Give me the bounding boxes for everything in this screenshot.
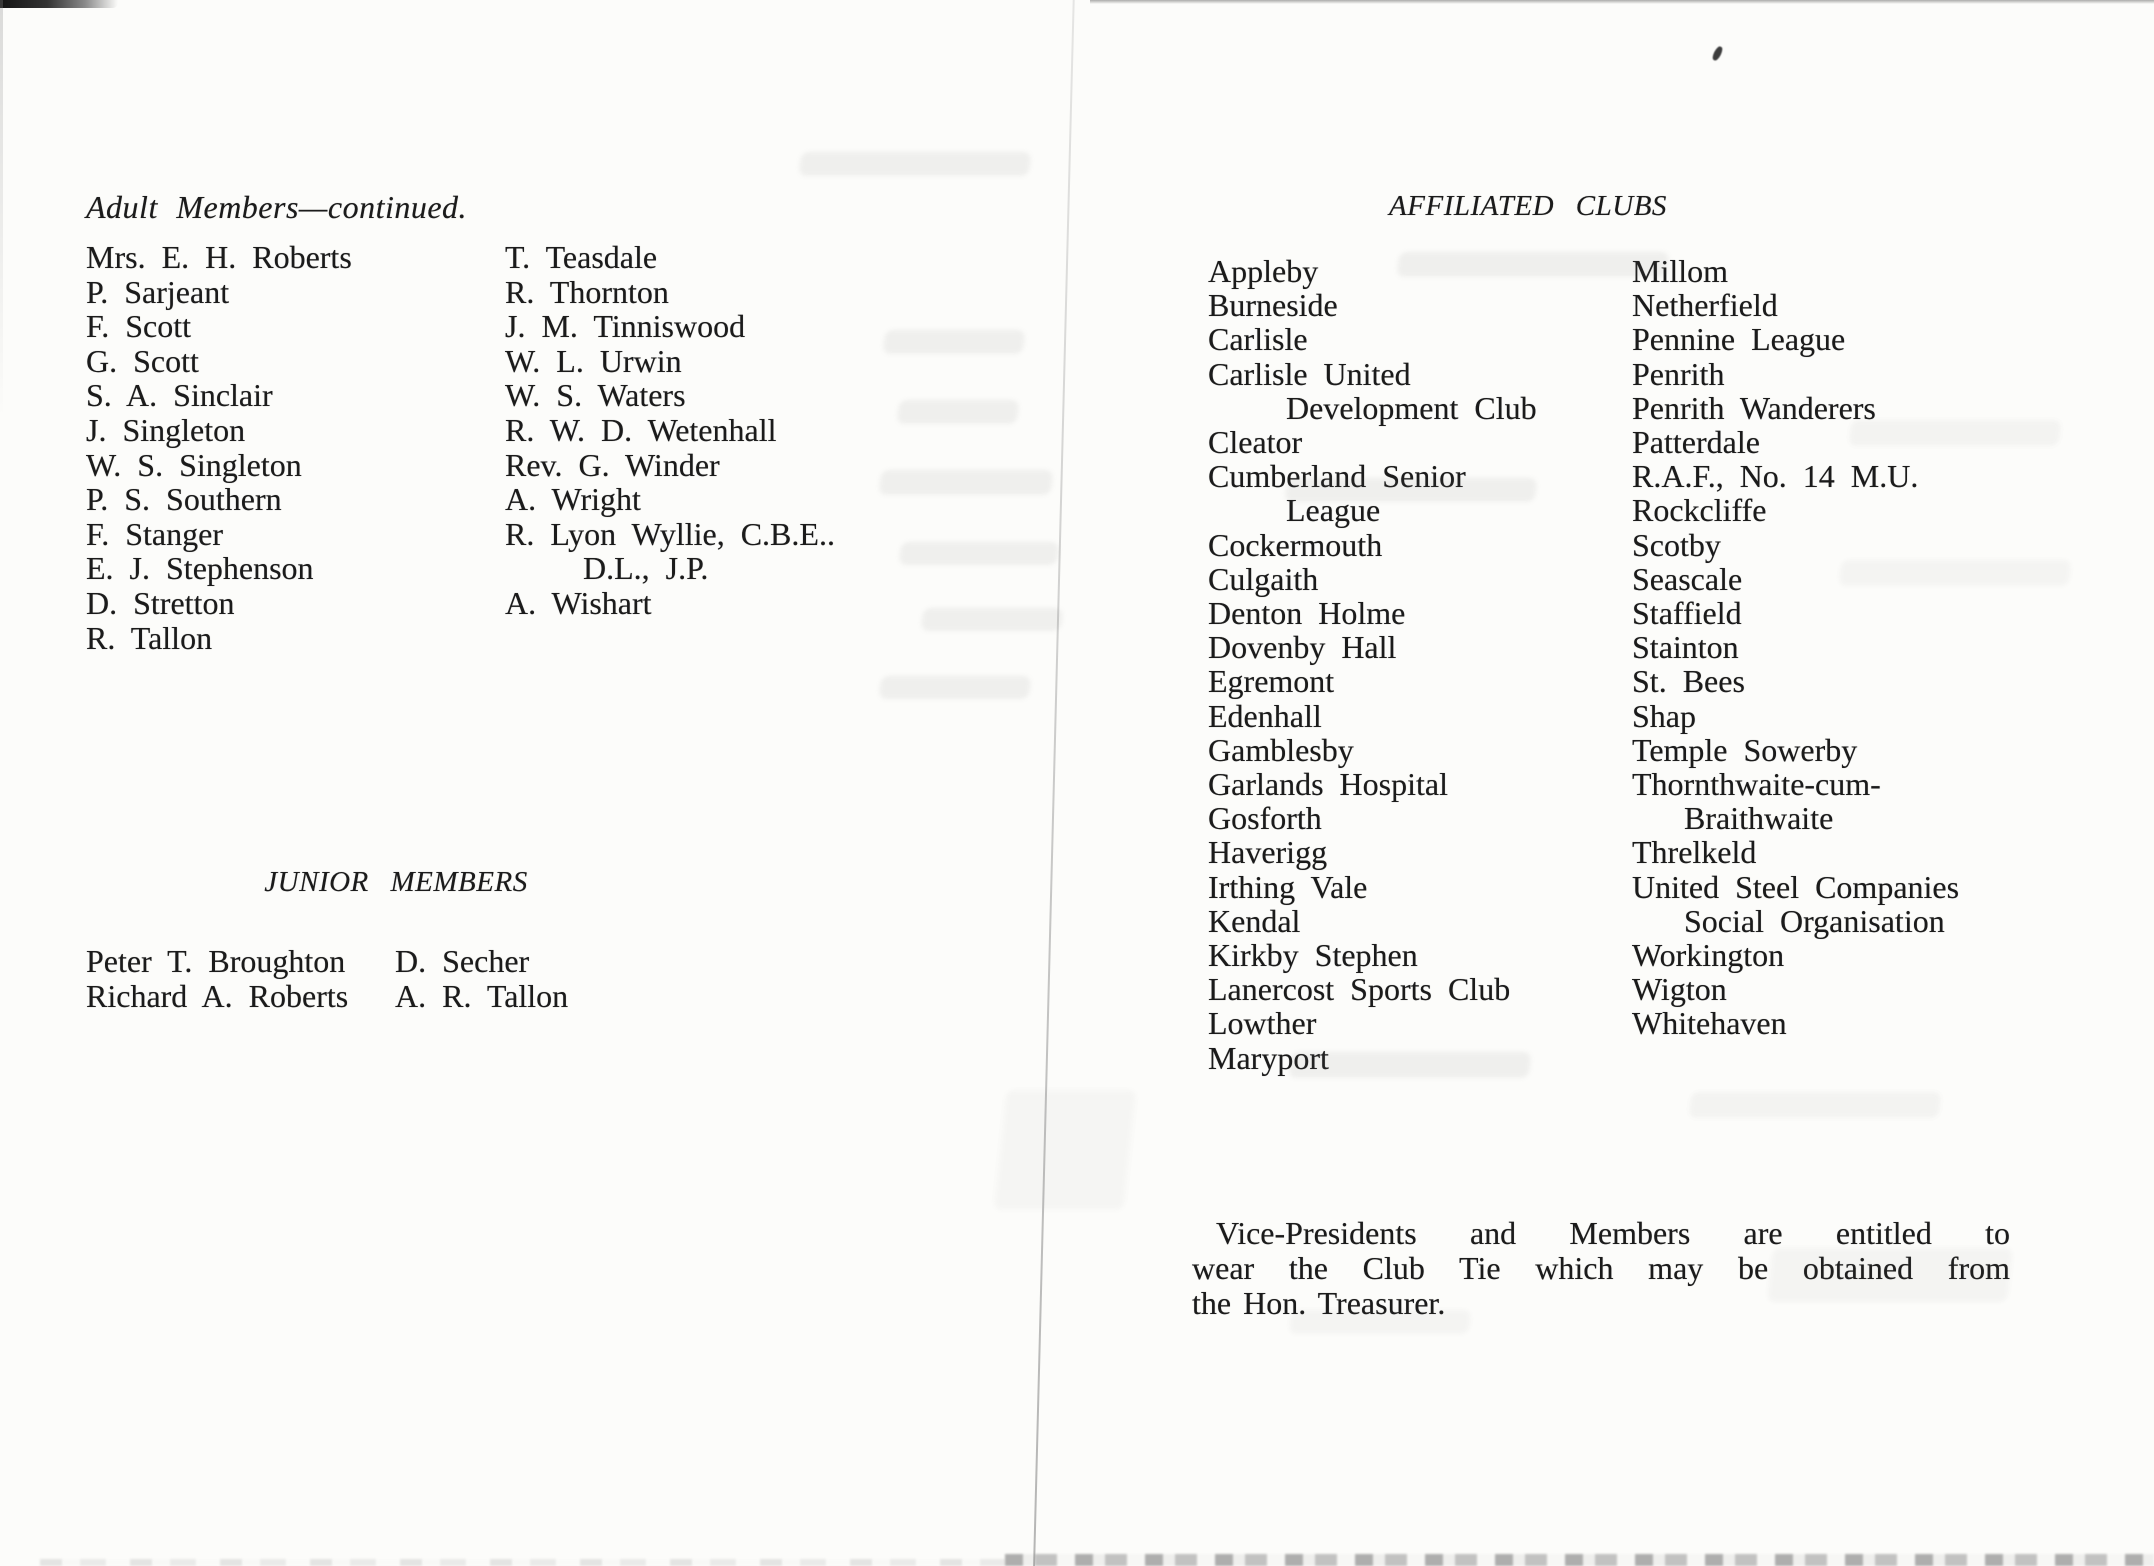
ghost-smudge: [1767, 1248, 2013, 1302]
ghost-smudge: [1289, 1052, 1532, 1078]
club-name: Scotby: [1632, 526, 1721, 563]
member-name: W. S. Singleton: [86, 446, 302, 483]
member-name: W. L. Urwin: [505, 342, 682, 379]
club-name: Gamblesby: [1208, 731, 1354, 768]
member-name: J. M. Tinniswood: [505, 308, 746, 345]
club-name: St. Bees: [1632, 663, 1745, 700]
member-name: G. Scott: [86, 342, 199, 379]
club-name: Appleby: [1208, 253, 1319, 289]
member-name: R. Tallon: [86, 619, 213, 656]
affiliated-clubs-heading: AFFILIATED CLUBS: [1389, 190, 1667, 222]
member-name: R. W. D. Wetenhall: [505, 411, 777, 448]
club-name: Millom: [1632, 253, 1729, 289]
member-name: F. Scott: [86, 308, 192, 345]
club-name: Shap: [1632, 697, 1696, 734]
scan-left-edge-shadow: [0, 0, 3, 420]
club-name: Seascale: [1632, 560, 1743, 597]
club-name: Braithwaite: [1684, 800, 1834, 837]
scan-top-edge-line: [1090, 0, 2154, 4]
ghost-smudge: [899, 542, 1059, 565]
member-name: S. A. Sinclair: [86, 377, 273, 414]
scan-bottom-edge-left: [40, 1559, 1005, 1566]
club-name: Staffield: [1632, 595, 1742, 632]
junior-members-heading: JUNIOR MEMBERS: [264, 866, 528, 898]
club-name: Cleator: [1208, 424, 1303, 461]
club-name: Netherfield: [1632, 287, 1778, 324]
member-name: W. S. Waters: [505, 377, 686, 414]
club-name: Culgaith: [1208, 560, 1319, 597]
ghost-smudge: [897, 400, 1020, 424]
member-name: D.L., J.P.: [583, 550, 709, 587]
club-name: Lanercost Sports Club: [1208, 971, 1511, 1008]
club-name: League: [1286, 492, 1381, 529]
club-name: Social Organisation: [1684, 902, 1945, 939]
club-name: Carlisle United: [1208, 355, 1411, 392]
ghost-smudge: [879, 676, 1031, 699]
club-name: Penrith: [1632, 355, 1725, 392]
member-name: J. Singleton: [86, 411, 246, 448]
club-name: Pennine League: [1632, 321, 1846, 358]
member-name: D. Secher: [395, 943, 530, 979]
member-name: Peter T. Broughton: [86, 943, 346, 979]
club-name: Wigton: [1632, 971, 1727, 1008]
member-name: Richard A. Roberts: [86, 978, 349, 1014]
club-name: Kendal: [1208, 902, 1301, 939]
member-name: R. Lyon Wyllie, C.B.E..: [505, 515, 835, 552]
ghost-smudge: [1689, 1092, 1942, 1118]
ghost-smudge: [1397, 252, 1670, 277]
note-line: wear the Club Tie which may be obtained from: [1192, 1250, 2010, 1286]
member-name: A. Wishart: [505, 584, 652, 621]
club-name: Denton Holme: [1208, 595, 1406, 632]
club-name: Whitehaven: [1632, 1005, 1787, 1042]
ghost-smudge: [1289, 1310, 1472, 1334]
scan-bottom-edge-right: [1005, 1554, 2154, 1566]
member-name: Rev. G. Winder: [505, 446, 720, 483]
club-name: Egremont: [1208, 663, 1335, 700]
member-name: A. Wright: [505, 481, 641, 518]
member-name: E. J. Stephenson: [86, 550, 314, 587]
club-name: Temple Sowerby: [1632, 731, 1858, 768]
ghost-smudge: [879, 470, 1054, 495]
club-name: Cumberland Senior: [1208, 458, 1466, 495]
member-name: T. Teasdale: [505, 239, 658, 275]
note-line: Vice-Presidents and Members are entitled to: [1216, 1215, 2010, 1251]
ghost-smudge: [994, 1090, 1137, 1210]
club-name: Gosforth: [1208, 800, 1322, 837]
club-name: Dovenby Hall: [1208, 629, 1397, 666]
club-name: Cockermouth: [1208, 526, 1383, 563]
club-name: Edenhall: [1208, 697, 1322, 734]
club-name: Threlkeld: [1632, 834, 1757, 871]
note-line: the Hon. Treasurer.: [1192, 1285, 1446, 1321]
member-name: R. Thornton: [505, 273, 669, 310]
ghost-smudge: [1849, 420, 2062, 446]
member-name: F. Stanger: [86, 515, 223, 552]
club-name: Kirkby Stephen: [1208, 937, 1418, 974]
club-name: Maryport: [1208, 1039, 1329, 1076]
member-name: P. S. Southern: [86, 481, 282, 518]
member-name: Mrs. E. H. Roberts: [86, 239, 352, 275]
club-name: Development Club: [1286, 389, 1537, 426]
club-name: Workington: [1632, 937, 1785, 974]
club-name: Stainton: [1632, 629, 1739, 666]
club-name: Penrith Wanderers: [1632, 389, 1876, 426]
ghost-smudge: [921, 608, 1063, 631]
club-name: R.A.F., No. 14 M.U.: [1632, 458, 1919, 495]
ghost-smudge: [1839, 560, 2072, 586]
ghost-smudge: [883, 330, 1026, 354]
club-name: Burneside: [1208, 287, 1338, 324]
member-name: D. Stretton: [86, 584, 235, 621]
ghost-smudge: [1285, 478, 1538, 502]
club-name: Patterdale: [1632, 424, 1760, 461]
club-name: Thornthwaite-cum-: [1632, 766, 1881, 803]
club-name: Lowther: [1208, 1005, 1317, 1042]
scan-corner-mark: [0, 0, 118, 8]
club-name: Haverigg: [1208, 834, 1328, 871]
club-name: Rockcliffe: [1632, 492, 1767, 529]
club-name: Irthing Vale: [1208, 868, 1368, 905]
member-name: A. R. Tallon: [395, 978, 569, 1014]
ghost-smudge: [799, 152, 1032, 176]
club-name: Carlisle: [1208, 321, 1308, 358]
member-name: P. Sarjeant: [86, 273, 230, 310]
adult-members-heading: Adult Members—continued.: [86, 189, 468, 225]
club-name: Garlands Hospital: [1208, 766, 1448, 803]
club-name: United Steel Companies: [1632, 868, 1960, 905]
